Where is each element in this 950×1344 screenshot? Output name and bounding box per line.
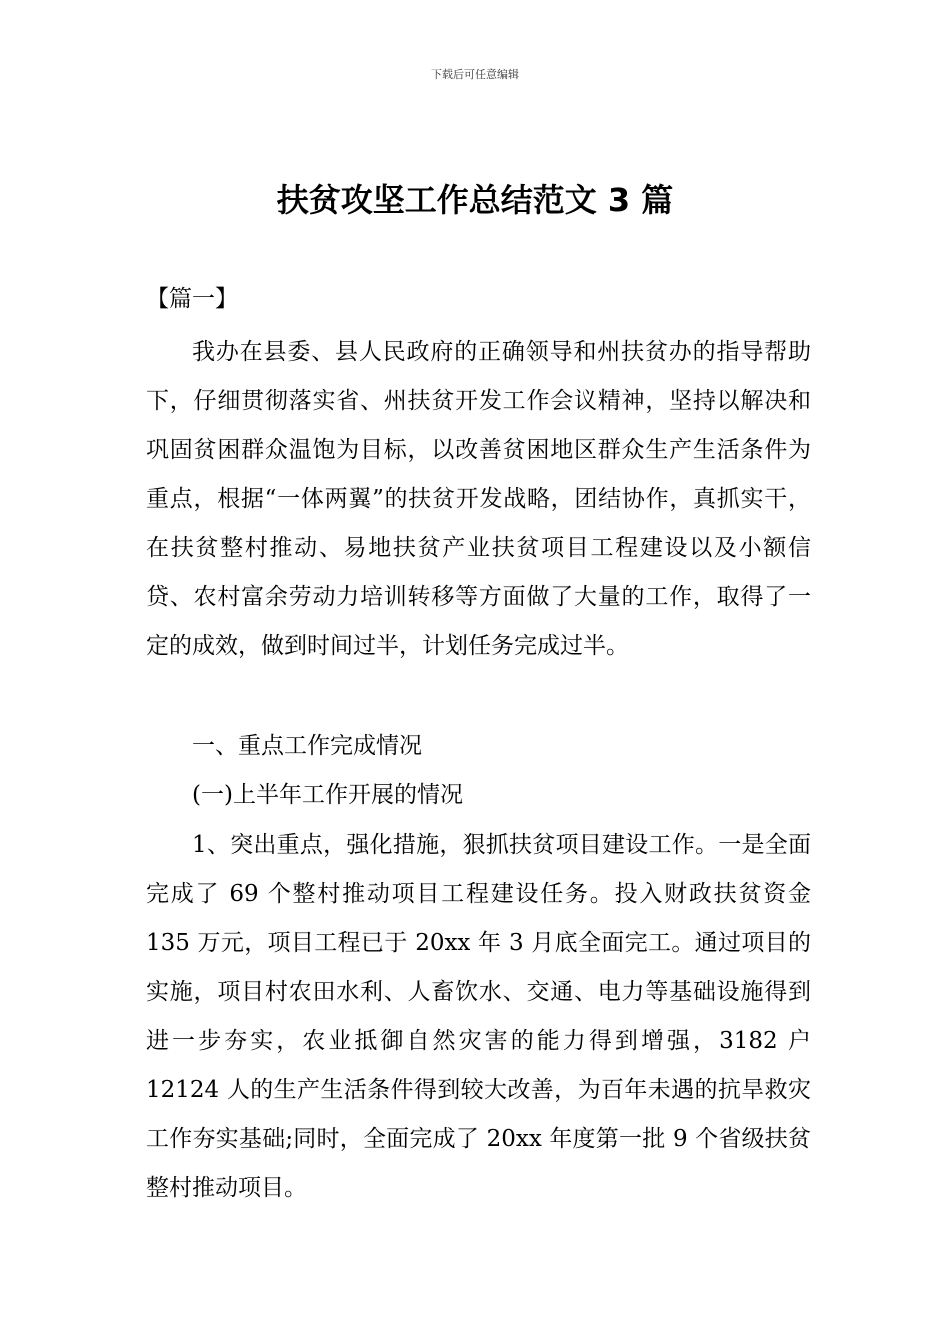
body-paragraph bbox=[146, 328, 811, 671]
paragraph-text: 我办在县委、县人民政府的正确领导和州扶贫办的指导帮助下，仔细贯彻落实省、州扶贫开发工作会议精神，坚持以解决和巩固贫困群众温饱为目标，以改善贫困地区群众生产生活条件为重点，根据“一体两翼”的扶贫开发战略，团结协作，真抓实干，在扶贫整村推动、易地扶贫产业扶贫项目工程建设以及小额信贷、农村富余劳动力培训转移等方面做了大量的工作，取得了一定的成效，做到时间过半，计划任务完成过半。 bbox=[146, 339, 811, 659]
body-paragraph bbox=[146, 821, 811, 1213]
section-heading: 一、重点工作完成情况 bbox=[192, 733, 422, 759]
paragraph-text: 1、突出重点，强化措施，狠抓扶贫项目建设工作。一是全面完成了 69 个整村推动项目工程建设任务。投入财政扶贫资金 135 万元，项目工程已于 20xx 年 3 月底全面完工。通过项目的实施，项目村农田水利、人畜饮水、交通、电力等基础设施得到进一步夯实，农业抵御自然灾害的能力得到增强，3182 户 12124 人的生产生活条件得到较大改善，为百年未遇的抗旱救灾工作夯实基础;同时，全面完成了 20xx 年度第一批 9 个省级扶贫整村推动项目。 bbox=[146, 832, 811, 1201]
document-title: 扶贫攻坚工作总结范文 3 篇 bbox=[276, 181, 674, 219]
section-label: 【篇一】 bbox=[146, 286, 238, 312]
subsection-heading: (一)上半年工作开展的情况 bbox=[192, 782, 463, 808]
page-header-note: 下载后可任意编辑 bbox=[431, 68, 519, 81]
